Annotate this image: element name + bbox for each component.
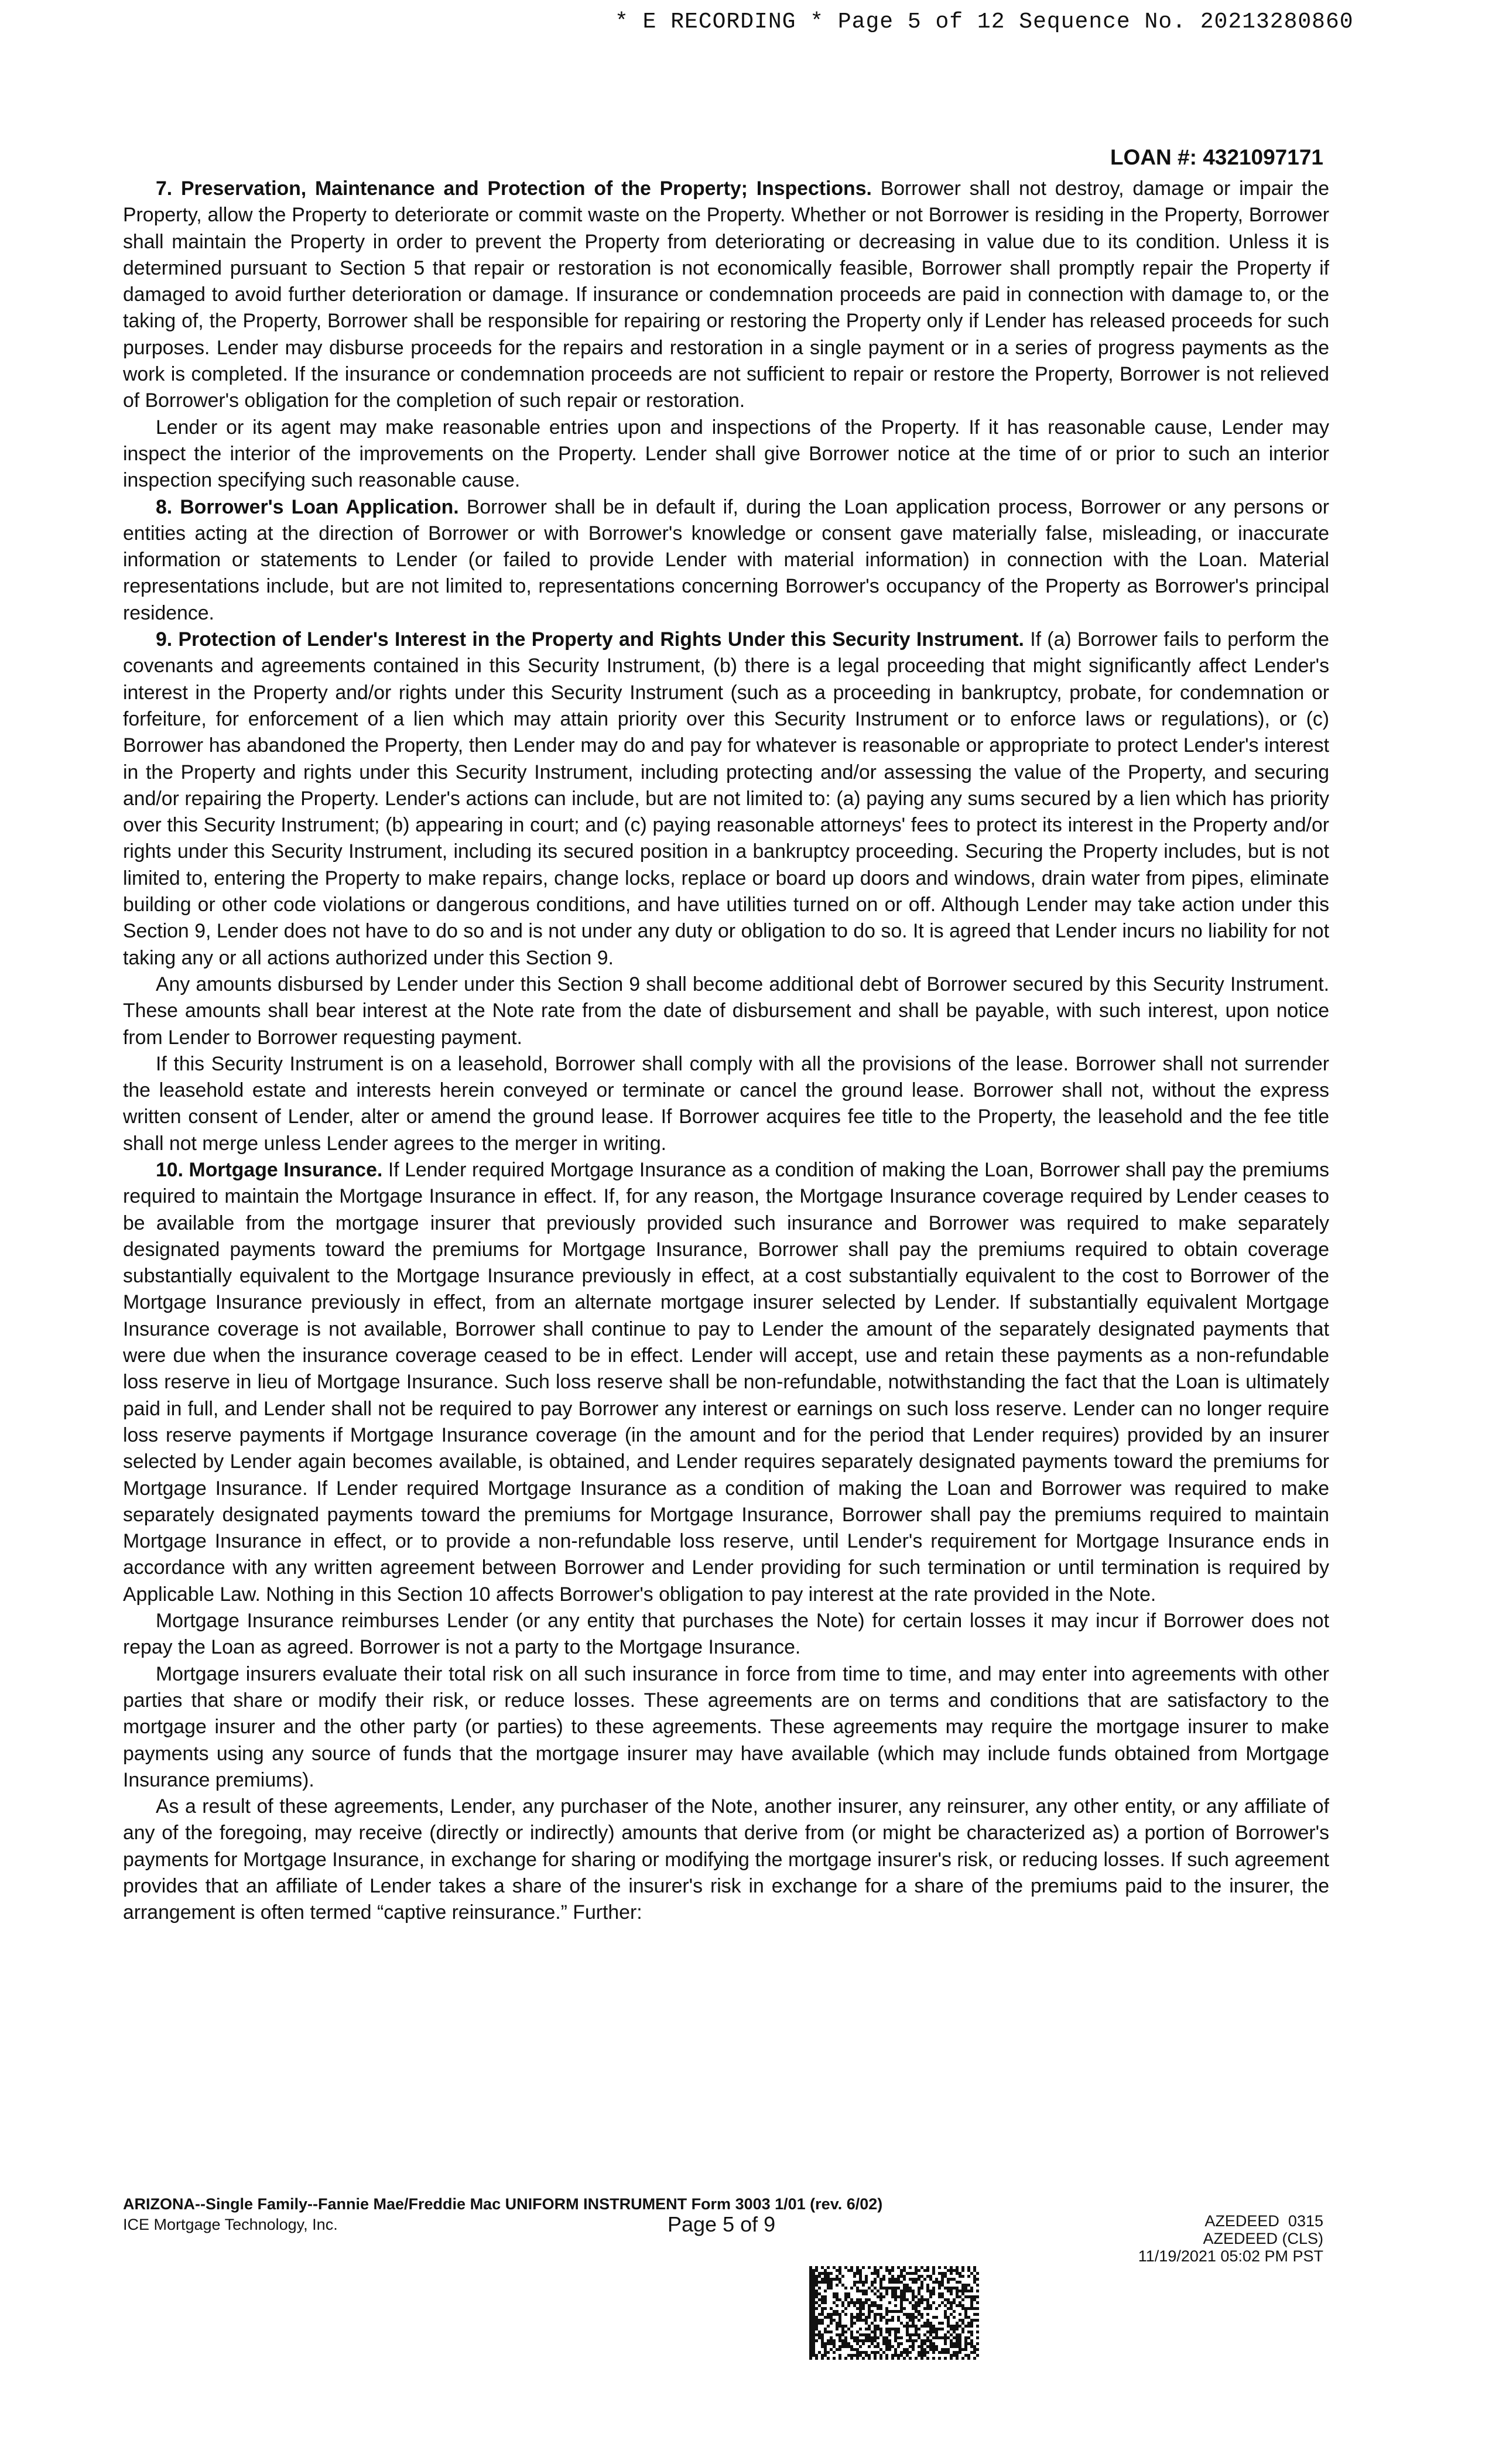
- section-10-agreements-paragraph: As a result of these agreements, Lender, any purchaser of the Note, another insurer, any reinsurer, any other entity, or any affiliate of any of the foregoing, may receive (directly or indirectly) amounts that derive from (or might be characterized as) a portion of Borrower's payments for Mortgage Insurance, in exchange for sharing or modifying the mortgage insurer's risk, or reducing losses. If such agreement provides that an affiliate of Lender takes a share of the insurer's risk in exchange for a share of the premiums paid to the insurer, the arrangement is often termed “captive reinsurance.” Further:: [123, 1795, 1329, 1924]
- section-8-title: 8. Borrower's Loan Application.: [156, 495, 459, 518]
- section-7-text: Borrower shall not destroy, damage or impair the Property, allow the Property to deteriorate or commit waste on the Property. Whether or not Borrower is residing in the Property, Borrower shall maintain the Property in order to prevent the Property from deteriorating or decreasing in value due to its condition. Unless it is determined pursuant to Section 5 that repair or restoration is not economically feasible, Borrower shall promptly repair the Property if damaged to avoid further deterioration or damage. If insurance or condemnation proceeds are paid in connection with damage to, or the taking of, the Property, Borrower shall be responsible for repairing or restoring the Property only if Lender has released proceeds for such purposes. Lender may disburse proceeds for the repairs and restoration in a single payment or in a series of progress payments as the work is completed. If the insurance or condemnation proceeds are not sufficient to repair or restore the Property, Borrower is not relieved of Borrower's obligation for the completion of such repair or restoration.: [123, 177, 1329, 412]
- section-9-leasehold-paragraph: If this Security Instrument is on a leasehold, Borrower shall comply with all the provisions of the lease. Borrower shall not surrender the leasehold estate and interests herein conveyed or terminate or cancel the ground lease. Borrower shall not, without the express written consent of Lender, alter or amend the ground lease. If Borrower acquires fee title to the Property, the leasehold and the fee title shall not merge unless Lender agrees to the merger in writing.: [123, 1052, 1329, 1155]
- section-9-disbursement-paragraph: Any amounts disbursed by Lender under this Section 9 shall become additional debt of Borrower secured by this Security Instrument. These amounts shall bear interest at the Note rate from the date of disbursement and shall be payable, with such interest, upon notice from Lender to Borrower requesting payment.: [123, 973, 1329, 1049]
- 2d-barcode-icon: [809, 2266, 979, 2360]
- section-7-title: 7. Preservation, Maintenance and Protection of the Property; Inspections.: [156, 177, 872, 200]
- section-10-text: If Lender required Mortgage Insurance as a condition of making the Loan, Borrower shall pay the premiums required to maintain the Mortgage Insurance in effect. If, for any reason, the Mortgage Insurance coverage required by Lender ceases to be available from the mortgage insurer that previously provided such insurance and Borrower was required to make separately designated payments toward the premiums for Mortgage Insurance, Borrower shall pay the premiums required to obtain coverage substantially equivalent to the Mortgage Insurance previously in effect, at a cost substantially equivalent to the cost to Borrower of the Mortgage Insurance previously in effect, from an alternate mortgage insurer selected by Lender. If substantially equivalent Mortgage Insurance coverage is not available, Borrower shall continue to pay to Lender the amount of the separately designated payments that were due when the insurance coverage ceased to be in effect. Lender will accept, use and retain these payments as a non-refundable loss reserve in lieu of Mortgage Insurance. Such loss reserve shall be non-refundable, notwithstanding the fact that the Loan is ultimately paid in full, and Lender shall not be required to pay Borrower any interest or earnings on such loss reserve. Lender can no longer require loss reserve payments if Mortgage Insurance coverage (in the amount and for the period that Lender requires) provided by an insurer selected by Lender again becomes available, is obtained, and Lender requires separately designated payments toward the premiums for Mortgage Insurance. If Lender required Mortgage Insurance as a condition of making the Loan and Borrower was required to make separately designated payments toward the premiums for Mortgage Insurance, Borrower shall pay the premiums required to maintain Mortgage Insurance in effect, or to provide a non-refundable loss reserve, until Lender's requirement for Mortgage Insurance ends in accordance with any written agreement between Borrower and Lender providing for such termination or until termination is required by Applicable Law. Nothing in this Section 10 affects Borrower's obligation to pay interest at the rate provided in the Note.: [123, 1158, 1329, 1606]
- section-10-paragraph: [123, 1157, 1329, 1608]
- section-10-reimburse-paragraph: Mortgage Insurance reimburses Lender (or any entity that purchases the Note) for certain losses it may incur if Borrower does not repay the Loan as agreed. Borrower is not a party to the Mortgage Insurance.: [123, 1610, 1329, 1659]
- section-9-paragraph: [123, 627, 1329, 971]
- footer-doc-code: AZEDEED 0315: [1204, 2212, 1323, 2230]
- section-7-inspection-paragraph: Lender or its agent may make reasonable entries upon and inspections of the Property. If it has reasonable cause, Lender may inspect the interior of the improvements on the Property. Lender shall give Borrower notice at the time of or prior to such an interior inspection specifying such reasonable cause.: [123, 416, 1329, 492]
- section-10-insurers-paragraph: Mortgage insurers evaluate their total risk on all such insurance in force from time to time, and may enter into agreements with other parties that share or modify their risk, or reduce losses. These agreements are on terms and conditions that are satisfactory to the mortgage insurer and the other party (or parties) to these agreements. These agreements may require the mortgage insurer to make payments using any source of funds that the mortgage insurer may have available (which may include funds obtained from Mortgage Insurance premiums).: [123, 1662, 1329, 1791]
- section-9-title: 9. Protection of Lender's Interest in the Property and Rights Under this Security Instrument.: [156, 628, 1024, 651]
- section-9-text: If (a) Borrower fails to perform the covenants and agreements contained in this Security Instrument, (b) there is a legal proceeding that might significantly affect Lender's interest in the Property and/or rights under this Security Instrument (such as a proceeding in bankruptcy, probate, for condemnation or forfeiture, for enforcement of a lien which may attain priority over this Security Instrument or to enforce laws or regulations), or (c) Borrower has abandoned the Property, then Lender may do and pay for whatever is reasonable or appropriate to protect Lender's interest in the Property and rights under this Security Instrument, including protecting and/or assessing the value of the Property, and securing and/or repairing the Property. Lender's actions can include, but are not limited to: (a) paying any sums secured by a lien which has priority over this Security Instrument; (b) appearing in court; and (c) paying reasonable attorneys' fees to protect its interest in the Property and/or rights under this Security Instrument, including its secured position in a bankruptcy proceeding. Securing the Property includes, but is not limited to, entering the Property to make repairs, change locks, replace or board up doors and windows, drain water from pipes, eliminate building or other code violations or dangerous conditions, and have utilities turned on or off. Although Lender may take action under this Section 9, Lender does not have to do so and is not under any duty or obligation to do so. It is agreed that Lender incurs no liability for not taking any or all actions authorized under this Section 9.: [123, 628, 1329, 969]
- footer-page-number: Page 5 of 9: [668, 2212, 776, 2236]
- footer-timestamp: 11/19/2021 05:02 PM PST: [1138, 2247, 1323, 2265]
- footer-form-line: ARIZONA--Single Family--Fannie Mae/Freddie Mac UNIFORM INSTRUMENT Form 3003 1/01 (rev. 6/02): [123, 2195, 883, 2213]
- document-body: [123, 176, 1329, 2190]
- section-8-text: Borrower shall be in default if, during the Loan application process, Borrower or any persons or entities acting at the direction of Borrower or with Borrower's knowledge or consent gave materially false, misleading, or inaccurate information or statements to Lender (or failed to provide Lender with material information) in connection with the Loan. Material representations include, but are not limited to, representations concerning Borrower's occupancy of the Property as Borrower's principal residence.: [123, 495, 1329, 624]
- footer-company: ICE Mortgage Technology, Inc.: [123, 2216, 338, 2233]
- footer-form-info: [123, 2194, 1060, 2235]
- footer-doc-info: [1138, 2212, 1323, 2265]
- section-8-paragraph: [123, 494, 1329, 627]
- section-10-title: 10. Mortgage Insurance.: [156, 1158, 383, 1181]
- section-7-paragraph: [123, 176, 1329, 415]
- loan-number: LOAN #: 4321097171: [1110, 145, 1323, 169]
- footer-doc-code-cls: AZEDEED (CLS): [1203, 2230, 1323, 2247]
- recording-header: * E RECORDING * Page 5 of 12 Sequence No. 20213280860: [615, 9, 1354, 35]
